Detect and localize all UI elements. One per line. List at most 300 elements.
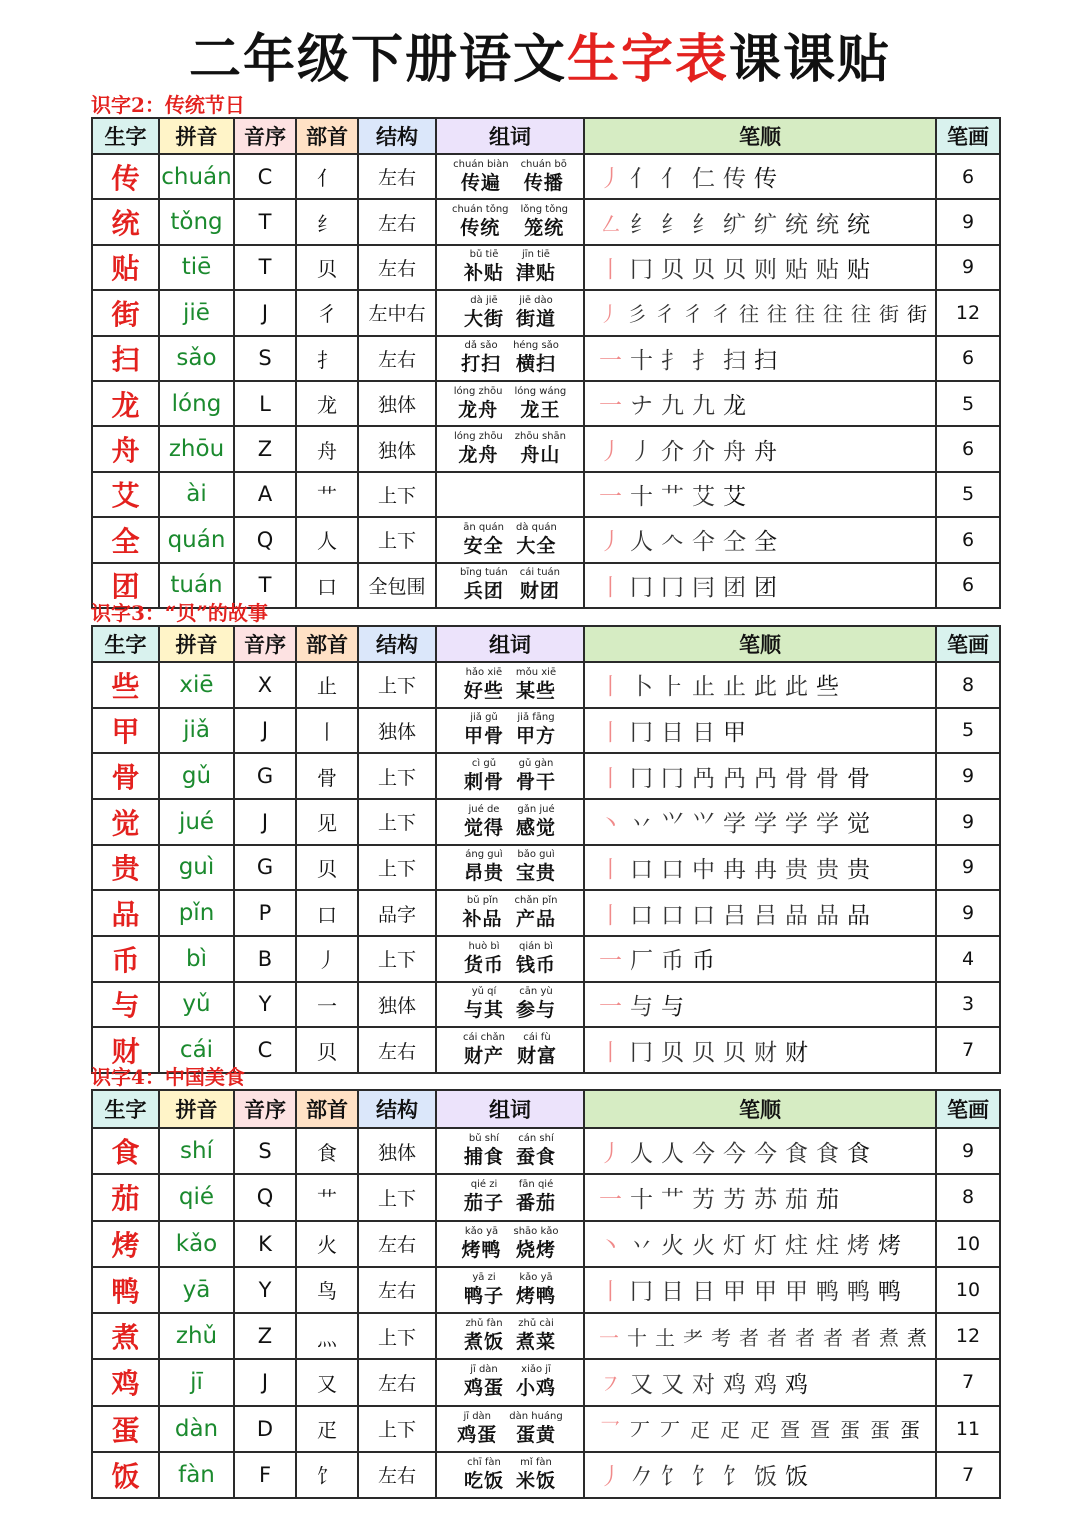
word-pinyin: huò bì	[468, 940, 500, 952]
stroke-step: 一	[599, 948, 622, 975]
stroke-step: 统	[847, 211, 870, 238]
word-pinyin: qié zi	[470, 1179, 498, 1191]
words-cell	[436, 799, 584, 845]
stroke-step: 丆	[630, 1418, 650, 1443]
word-item	[463, 895, 503, 931]
word-item	[464, 249, 504, 285]
table-row	[92, 1174, 1000, 1220]
stroke-step: 骨	[847, 765, 870, 792]
header-char: 生字	[92, 1090, 159, 1128]
word-chars: 蛋黄	[516, 1423, 557, 1446]
stroke-step: 蛋	[870, 1418, 890, 1443]
word-pinyin: héng sǎo	[513, 340, 559, 352]
char-table	[91, 117, 1001, 609]
word-group	[437, 849, 583, 885]
word-pinyin: qián bì	[519, 940, 553, 952]
stroke-step: 丶	[599, 811, 622, 838]
stroke-step: 丿	[599, 302, 619, 327]
stroke-step: 中	[692, 856, 715, 883]
word-item	[463, 522, 504, 558]
word-chars: 津贴	[516, 262, 557, 285]
header-row	[92, 626, 1000, 662]
word-item	[516, 1457, 556, 1493]
header-char: 生字	[92, 626, 159, 662]
section-shizi-4	[91, 1065, 1001, 1499]
stroke-step: 蛋	[900, 1418, 920, 1443]
word-pinyin: mǒu xiē	[515, 666, 557, 678]
pinyin-cell: yā	[159, 1267, 234, 1313]
stroke-step: 饣	[692, 1464, 715, 1491]
stroke-step: 食	[816, 1140, 839, 1167]
structure-cell: 左右	[358, 154, 436, 199]
word-group	[437, 1364, 583, 1400]
structure-cell: 左右	[358, 336, 436, 381]
word-item	[516, 522, 557, 558]
stroke-step: 耂	[683, 1325, 703, 1350]
word-item	[464, 1133, 504, 1169]
word-item	[454, 431, 503, 467]
stroke-order-cell	[584, 936, 936, 982]
stroke-order-cell	[584, 662, 936, 708]
stroke-step: 口	[661, 856, 684, 883]
stroke-step: 今	[723, 1140, 746, 1167]
word-group	[437, 159, 583, 195]
pinyin-cell: tǒng	[159, 199, 234, 244]
word-chars: 番茄	[516, 1192, 557, 1215]
word-pinyin: chuán bō	[520, 158, 567, 170]
word-item	[514, 1226, 559, 1262]
char-cell: 全	[92, 517, 159, 562]
word-chars: 刺骨	[463, 771, 504, 794]
word-group	[437, 567, 583, 603]
table-row	[92, 753, 1000, 799]
pinyin-cell: kǎo	[159, 1221, 234, 1267]
word-pinyin: cái chǎn	[463, 1032, 505, 1044]
word-chars: 小鸡	[516, 1377, 557, 1400]
word-item	[464, 758, 504, 794]
structure-cell: 上下	[358, 1406, 436, 1452]
word-group	[437, 804, 583, 840]
stroke-step: 吕	[754, 902, 777, 929]
table-row	[92, 1267, 1000, 1313]
stroke-count-cell: 8	[936, 1174, 1000, 1220]
header-pinyin: 拼音	[159, 1090, 234, 1128]
stroke-step: 疋	[720, 1418, 740, 1443]
word-item	[515, 895, 558, 931]
structure-cell: 左右	[358, 1452, 436, 1498]
char-cell: 煮	[92, 1313, 159, 1359]
stroke-step: 纩	[723, 211, 746, 238]
header-pinyin: 拼音	[159, 626, 234, 662]
stroke-order-cell	[584, 1359, 936, 1405]
stroke-step: 煮	[879, 1325, 899, 1350]
stroke-step: 乛	[600, 1418, 620, 1443]
seq-cell: G	[234, 753, 296, 799]
stroke-step: 觉	[847, 811, 870, 838]
stroke-count-cell: 9	[936, 1128, 1000, 1174]
word-chars: 货币	[463, 953, 504, 976]
stroke-step: 口	[661, 902, 684, 929]
stroke-step: 冎	[723, 765, 746, 792]
word-item	[516, 1133, 556, 1169]
radical-cell: 贝	[296, 845, 358, 891]
header-row	[92, 118, 1000, 154]
stroke-step: 艻	[723, 1186, 746, 1213]
seq-cell: J	[234, 708, 296, 754]
word-pinyin: jī dàn	[470, 1364, 498, 1376]
header-structure: 结构	[358, 1090, 436, 1128]
structure-cell: 上下	[358, 517, 436, 562]
stroke-step: 纩	[754, 211, 777, 238]
word-item	[517, 1032, 557, 1068]
word-chars: 参与	[516, 999, 557, 1022]
char-table	[91, 625, 1001, 1074]
stroke-step: 𠆢	[661, 529, 684, 556]
stroke-step: 币	[661, 948, 684, 975]
radical-cell: 一	[296, 982, 358, 1028]
stroke-step: 苏	[754, 1186, 777, 1213]
stroke-step: 贴	[816, 256, 839, 283]
stroke-step: 贝	[661, 256, 684, 283]
seq-cell: K	[234, 1221, 296, 1267]
stroke-step: ⺍	[692, 811, 715, 838]
stroke-count-cell: 12	[936, 290, 1000, 335]
word-chars: 甲方	[516, 725, 557, 748]
header-seq: 音序	[234, 1090, 296, 1128]
stroke-step: 十	[630, 483, 653, 510]
word-pinyin: cān yù	[519, 986, 553, 998]
word-chars: 大街	[463, 307, 504, 330]
pinyin-cell: zhǔ	[159, 1313, 234, 1359]
char-cell: 食	[92, 1128, 159, 1174]
title-highlight: 生字表	[566, 29, 729, 90]
word-pinyin: lóng wáng	[514, 385, 567, 397]
radical-cell: 鸟	[296, 1267, 358, 1313]
word-item	[520, 567, 560, 603]
word-item	[461, 340, 501, 376]
word-pinyin: dà jiē	[470, 294, 498, 306]
header-stroke-count: 笔画	[936, 626, 1000, 662]
words-cell	[436, 1221, 584, 1267]
stroke-order-cell	[584, 890, 936, 936]
word-item	[516, 1272, 556, 1308]
stroke-step: 丨	[599, 765, 622, 792]
pinyin-cell: pǐn	[159, 890, 234, 936]
pinyin-cell: quán	[159, 517, 234, 562]
stroke-step: 贝	[723, 1039, 746, 1066]
stroke-count-cell: 4	[936, 936, 1000, 982]
word-chars: 财团	[519, 580, 560, 603]
pinyin-cell: gǔ	[159, 753, 234, 799]
word-pinyin: zhǔ cài	[518, 1318, 554, 1330]
word-group	[437, 295, 583, 331]
stroke-step: 贝	[692, 1039, 715, 1066]
table-row	[92, 472, 1000, 517]
stroke-step: 丨	[599, 856, 622, 883]
word-group	[437, 204, 583, 240]
word-item	[464, 295, 504, 331]
table-row	[92, 845, 1000, 891]
page-title	[0, 28, 1080, 92]
stroke-step: 烤	[878, 1233, 901, 1260]
word-chars: 好些	[463, 679, 504, 702]
pinyin-cell: fàn	[159, 1452, 234, 1498]
stroke-step: 丷	[630, 1233, 653, 1260]
stroke-step: 煮	[907, 1325, 927, 1350]
table-row	[92, 890, 1000, 936]
stroke-step: 一	[599, 1186, 622, 1213]
word-pinyin: dàn huáng	[509, 1410, 563, 1422]
word-item	[464, 712, 504, 748]
char-cell: 舟	[92, 426, 159, 471]
stroke-step: 与	[630, 993, 653, 1020]
word-item	[516, 758, 556, 794]
table-row	[92, 517, 1000, 562]
radical-cell: 艹	[296, 472, 358, 517]
pinyin-cell: jī	[159, 1359, 234, 1405]
pinyin-cell: guì	[159, 845, 234, 891]
header-structure: 结构	[358, 118, 436, 154]
stroke-order-cell	[584, 799, 936, 845]
seq-cell: C	[234, 154, 296, 199]
stroke-order-cell	[584, 472, 936, 517]
word-pinyin: chuán biàn	[453, 158, 509, 170]
stroke-step: 往	[851, 302, 871, 327]
word-pinyin: lóng zhōu	[453, 431, 503, 443]
word-chars: 宝贵	[516, 862, 557, 885]
seq-cell: B	[234, 936, 296, 982]
word-chars: 街道	[516, 307, 557, 330]
stroke-step: 一	[599, 347, 622, 374]
table-row	[92, 426, 1000, 471]
words-cell	[436, 1267, 584, 1313]
header-radical: 部首	[296, 626, 358, 662]
word-chars: 某些	[516, 679, 557, 702]
word-chars: 烤鸭	[461, 1238, 502, 1261]
word-group	[437, 1226, 583, 1262]
stroke-step: 艹	[661, 1186, 684, 1213]
word-item	[464, 804, 504, 840]
stroke-step: 丨	[599, 574, 622, 601]
stroke-step: 传	[723, 166, 746, 193]
stroke-step: 骨	[816, 765, 839, 792]
word-pinyin: shāo kǎo	[513, 1225, 559, 1237]
structure-cell: 左中右	[358, 290, 436, 335]
seq-cell: Z	[234, 1313, 296, 1359]
char-cell: 品	[92, 890, 159, 936]
words-cell	[436, 1406, 584, 1452]
stroke-step: 统	[785, 211, 808, 238]
stroke-order-cell	[584, 1128, 936, 1174]
stroke-step: 者	[767, 1325, 787, 1350]
word-chars: 财富	[516, 1045, 557, 1068]
stroke-step: 往	[823, 302, 843, 327]
stroke-count-cell: 10	[936, 1221, 1000, 1267]
radical-cell: 贝	[296, 245, 358, 290]
radical-cell: 骨	[296, 753, 358, 799]
word-chars: 烤鸭	[516, 1284, 557, 1307]
structure-cell: 独体	[358, 381, 436, 426]
char-cell: 蛋	[92, 1406, 159, 1452]
word-item	[516, 295, 556, 331]
stroke-step: 纟	[692, 211, 715, 238]
stroke-step: 食	[785, 1140, 808, 1167]
stroke-step: 土	[655, 1325, 675, 1350]
table-row	[92, 936, 1000, 982]
word-pinyin: jī dàn	[463, 1410, 492, 1422]
stroke-step: 茄	[785, 1186, 808, 1213]
char-cell: 饭	[92, 1452, 159, 1498]
stroke-step: 品	[847, 902, 870, 929]
pinyin-cell: jiǎ	[159, 708, 234, 754]
pinyin-cell: xiē	[159, 662, 234, 708]
stroke-step: 烤	[847, 1233, 870, 1260]
words-cell	[436, 1359, 584, 1405]
stroke-step: 甲	[785, 1279, 808, 1306]
word-item	[453, 159, 508, 195]
word-group	[437, 986, 583, 1022]
stroke-step: 止	[723, 674, 746, 701]
section-title: 识字2：传统节日	[91, 93, 245, 117]
stroke-step: 贵	[816, 856, 839, 883]
stroke-step: 冂	[630, 1279, 653, 1306]
radical-cell: 口	[296, 563, 358, 608]
word-group	[437, 712, 583, 748]
char-cell: 龙	[92, 381, 159, 426]
header-stroke-count: 笔画	[936, 1090, 1000, 1128]
stroke-step: 亻	[661, 166, 684, 193]
stroke-step: 丶	[599, 1233, 622, 1260]
words-cell	[436, 336, 584, 381]
words-cell	[436, 154, 584, 199]
stroke-step: 炷	[816, 1233, 839, 1260]
pinyin-cell: tuán	[159, 563, 234, 608]
char-cell: 扫	[92, 336, 159, 381]
stroke-count-cell: 9	[936, 890, 1000, 936]
words-cell	[436, 890, 584, 936]
word-group	[437, 1411, 583, 1447]
words-cell	[436, 426, 584, 471]
word-item	[457, 1411, 497, 1447]
stroke-step: 冂	[661, 574, 684, 601]
stroke-step: 者	[823, 1325, 843, 1350]
stroke-step: 日	[661, 1279, 684, 1306]
header-stroke-order: 笔顺	[584, 626, 936, 662]
stroke-step: 一	[599, 993, 622, 1020]
stroke-step: 考	[711, 1325, 731, 1350]
stroke-count-cell: 6	[936, 154, 1000, 199]
word-item	[516, 1179, 556, 1215]
table-row	[92, 1313, 1000, 1359]
stroke-step: 十	[630, 1186, 653, 1213]
word-group	[437, 758, 583, 794]
header-words: 组词	[436, 1090, 584, 1128]
stroke-step: 人	[630, 1140, 653, 1167]
seq-cell: Z	[234, 426, 296, 471]
stroke-count-cell: 6	[936, 517, 1000, 562]
word-item	[464, 1272, 504, 1308]
stroke-step: 艻	[692, 1186, 715, 1213]
stroke-step: 艾	[723, 483, 746, 510]
word-chars: 财产	[463, 1045, 504, 1068]
header-words: 组词	[436, 118, 584, 154]
pinyin-cell: bì	[159, 936, 234, 982]
stroke-step: 蛋	[840, 1418, 860, 1443]
stroke-order-cell	[584, 1452, 936, 1498]
word-chars: 钱币	[516, 953, 557, 976]
char-cell: 统	[92, 199, 159, 244]
stroke-step: 对	[692, 1371, 715, 1398]
stroke-step: 丿	[630, 438, 653, 465]
radical-cell: 艹	[296, 1174, 358, 1220]
stroke-step: 丿	[599, 1464, 622, 1491]
stroke-step: 丨	[599, 719, 622, 746]
stroke-step: 此	[754, 674, 777, 701]
word-group	[437, 667, 583, 703]
stroke-step: 介	[661, 438, 684, 465]
char-cell: 传	[92, 154, 159, 199]
char-cell: 团	[92, 563, 159, 608]
header-seq: 音序	[234, 118, 296, 154]
pinyin-cell: tiē	[159, 245, 234, 290]
stroke-step: 丨	[599, 902, 622, 929]
word-pinyin: dǎ sǎo	[464, 340, 498, 352]
stroke-step: 贝	[692, 256, 715, 283]
word-pinyin: áng guì	[465, 849, 503, 861]
table-row	[92, 1406, 1000, 1452]
stroke-count-cell: 5	[936, 472, 1000, 517]
stroke-step: 一	[599, 393, 622, 420]
word-item	[516, 249, 556, 285]
stroke-step: 今	[754, 1140, 777, 1167]
stroke-step: 财	[754, 1039, 777, 1066]
word-item	[516, 804, 556, 840]
table-row	[92, 1359, 1000, 1405]
table-row	[92, 982, 1000, 1028]
char-cell: 骨	[92, 753, 159, 799]
word-pinyin: bīng tuán	[459, 567, 508, 579]
stroke-step: 者	[795, 1325, 815, 1350]
stroke-step: 学	[816, 811, 839, 838]
word-group	[437, 522, 583, 558]
word-chars: 传遍	[460, 171, 501, 194]
seq-cell: S	[234, 336, 296, 381]
stroke-step: 扫	[723, 347, 746, 374]
structure-cell: 左右	[358, 1027, 436, 1073]
stroke-step: 口	[630, 902, 653, 929]
word-item	[464, 941, 504, 977]
stroke-order-cell	[584, 845, 936, 891]
stroke-step: 又	[630, 1371, 653, 1398]
radical-cell: 贝	[296, 1027, 358, 1073]
stroke-order-cell	[584, 381, 936, 426]
words-cell	[436, 845, 584, 891]
header-stroke-count: 笔画	[936, 118, 1000, 154]
structure-cell: 独体	[358, 982, 436, 1028]
word-item	[516, 712, 556, 748]
stroke-step: 灯	[723, 1233, 746, 1260]
char-cell: 鸭	[92, 1267, 159, 1313]
header-stroke-order: 笔顺	[584, 1090, 936, 1128]
header-pinyin: 拼音	[159, 118, 234, 154]
char-cell: 烤	[92, 1221, 159, 1267]
structure-cell: 全包围	[358, 563, 436, 608]
seq-cell: T	[234, 199, 296, 244]
header-stroke-order: 笔顺	[584, 118, 936, 154]
stroke-step: 往	[739, 302, 759, 327]
stroke-step: 介	[692, 438, 715, 465]
stroke-order-cell	[584, 517, 936, 562]
